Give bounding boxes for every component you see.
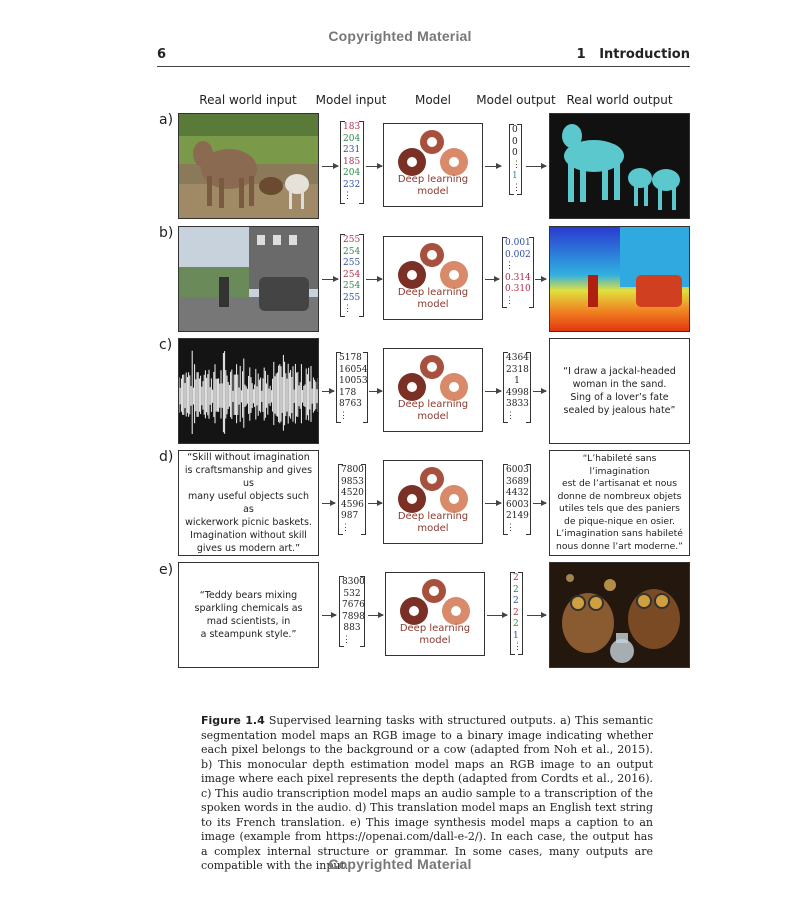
vec-value: 1 bbox=[514, 376, 520, 386]
text-line: many useful objects such as bbox=[187, 491, 310, 515]
arrow bbox=[322, 391, 334, 392]
vec-value: 987 bbox=[341, 511, 359, 521]
model-output-vector-e bbox=[510, 572, 523, 655]
text-line: “I draw a jackal-headed bbox=[563, 366, 676, 377]
vec-value: 9853 bbox=[341, 476, 364, 487]
row-label-b: b) bbox=[159, 225, 174, 241]
arrow bbox=[369, 391, 382, 392]
text-line: “Teddy bears mixing bbox=[199, 590, 298, 601]
header-rule bbox=[157, 66, 690, 67]
teddy-bears-image bbox=[549, 562, 690, 668]
model-label-line1: Deep learning bbox=[399, 623, 471, 634]
model-input-vector-a bbox=[340, 121, 364, 204]
text-line: mad scientists, in bbox=[206, 616, 291, 627]
vec-value: 231 bbox=[343, 145, 361, 155]
vec-ellipsis: ⋮ bbox=[343, 304, 352, 314]
vec-ellipsis: ⋮ bbox=[512, 159, 521, 170]
vec-value: 183 bbox=[343, 122, 361, 132]
arrow bbox=[533, 391, 546, 392]
text-line: “L’habileté sans l’imagination bbox=[582, 453, 657, 477]
street-photo bbox=[178, 226, 319, 332]
vec-value: 1 bbox=[513, 630, 519, 641]
text-line: utiles tels que des paniers bbox=[559, 503, 680, 514]
col-header-model-input: Model input bbox=[315, 93, 387, 107]
model-output-vector-c bbox=[503, 352, 531, 423]
vec-ellipsis: ⋮ bbox=[512, 182, 521, 193]
cow-segmentation-mask bbox=[549, 113, 690, 219]
text-line: L’imagination sans habileté bbox=[556, 528, 683, 539]
vec-value: 255 bbox=[343, 235, 361, 245]
watermark-bottom: Copyrighted Material bbox=[328, 856, 472, 872]
vec-value: 2 bbox=[513, 573, 519, 583]
vec-ellipsis: ⋮ bbox=[506, 410, 515, 421]
vec-value: 0.314 bbox=[505, 272, 531, 283]
arrow bbox=[485, 503, 501, 504]
vec-ellipsis: ⋮ bbox=[513, 642, 522, 652]
depth-map-image bbox=[549, 226, 690, 332]
arrow bbox=[535, 279, 546, 280]
arrow bbox=[485, 166, 501, 167]
watermark-top: Copyrighted Material bbox=[328, 28, 472, 44]
model-label-line2: model bbox=[417, 299, 449, 310]
vec-value: 0 bbox=[512, 148, 518, 158]
cow-photo bbox=[178, 113, 319, 219]
arrow bbox=[322, 279, 338, 280]
text-line: wickerwork picnic baskets. bbox=[185, 517, 312, 528]
section-title: 1 Introduction bbox=[576, 47, 690, 62]
vec-value: 2 bbox=[513, 619, 519, 629]
vec-value: 254 bbox=[343, 246, 361, 257]
vec-value: 2 bbox=[513, 584, 519, 595]
arrow bbox=[322, 615, 336, 616]
vec-value: 4520 bbox=[341, 488, 364, 498]
vec-value: 16054 bbox=[339, 364, 368, 375]
model-label-line2: model bbox=[419, 635, 451, 646]
col-header-real-input: Real world input bbox=[199, 93, 297, 107]
text-line: gives us modern art.” bbox=[196, 543, 301, 554]
vec-value: 8300 bbox=[342, 577, 365, 587]
vec-ellipsis: ⋮ bbox=[339, 410, 348, 421]
figure-label: Figure 1.4 bbox=[201, 714, 265, 727]
vec-ellipsis: ⋮ bbox=[505, 261, 514, 271]
arrow bbox=[366, 166, 382, 167]
model-label-line1: Deep learning bbox=[397, 511, 469, 522]
vec-value: 2149 bbox=[506, 511, 529, 521]
vec-value: 0.001 bbox=[505, 238, 531, 248]
vec-ellipsis: ⋮ bbox=[343, 191, 352, 201]
text-line: “Skill without imagination bbox=[187, 452, 310, 463]
arrow bbox=[322, 503, 335, 504]
row-label-d: d) bbox=[159, 449, 174, 465]
model-input-vector-e bbox=[339, 576, 365, 647]
vec-value: 0.002 bbox=[505, 249, 531, 260]
vec-value: 5178 bbox=[339, 353, 362, 363]
vec-value: 3689 bbox=[506, 476, 529, 487]
vec-ellipsis: ⋮ bbox=[505, 295, 514, 306]
vec-ellipsis: ⋮ bbox=[342, 634, 351, 645]
text-line: sparkling chemicals as bbox=[194, 603, 303, 614]
vec-value: 7898 bbox=[342, 611, 365, 622]
row-label-a: a) bbox=[159, 112, 174, 128]
caption-text: Supervised learning tasks with structured outputs. a) This semantic segmentation model maps an RGB image to a binary image indicating whether each pixel belongs to the background or a cow (adapted from Noh et al., 2015). b) This monocular depth estimation model maps an RGB image to an output image where each pixel represents the depth (adapted from Cordts et al., 2016). c) This audio transcription model maps an audio sample to a transcription of the spoken words in the audio. d) This translation model maps an English text string to its French translation. e) This image synthesis model maps a caption to an image (example from https://openai.com/dall-e-2/). In each case, the output has a complex internal structure or grammar. In some cases, many outputs are compatible with the input. bbox=[201, 714, 653, 872]
col-header-model-output: Model output bbox=[476, 93, 556, 107]
vec-value: 204 bbox=[343, 168, 361, 178]
deep-learning-model-box bbox=[383, 348, 483, 432]
vec-value: 2318 bbox=[506, 364, 529, 375]
text-line: donne de nombreux objets bbox=[557, 490, 682, 502]
text-line: a steampunk style.” bbox=[200, 629, 297, 640]
model-output-vector-d bbox=[503, 464, 531, 535]
vec-value: 204 bbox=[343, 133, 361, 144]
vec-ellipsis: ⋮ bbox=[341, 522, 350, 533]
vec-value: 0 bbox=[512, 125, 518, 135]
model-input-vector-d bbox=[338, 464, 366, 535]
caption-text-box bbox=[178, 562, 319, 668]
vec-value: 178 bbox=[339, 387, 357, 398]
model-label-line1: Deep learning bbox=[397, 287, 469, 298]
model-input-vector-b bbox=[340, 234, 364, 317]
vec-value: 0.310 bbox=[505, 284, 531, 294]
vec-value: 4432 bbox=[506, 488, 529, 498]
row-label-e: e) bbox=[159, 562, 174, 578]
vec-ellipsis: ⋮ bbox=[506, 522, 515, 533]
vec-value: 0 bbox=[512, 136, 518, 147]
model-label-line1: Deep learning bbox=[397, 399, 469, 410]
figure-caption bbox=[201, 714, 653, 874]
vec-value: 7800 bbox=[341, 465, 364, 475]
arrow bbox=[368, 503, 382, 504]
arrow bbox=[527, 615, 546, 616]
vec-value: 185 bbox=[343, 156, 361, 167]
text-line: sealed by jealous hate” bbox=[563, 405, 676, 416]
row-label-c: c) bbox=[159, 337, 173, 353]
vec-value: 232 bbox=[343, 179, 361, 190]
deep-learning-model-box bbox=[385, 572, 485, 656]
model-label-line2: model bbox=[417, 523, 449, 534]
vec-value: 4364 bbox=[506, 353, 529, 363]
vec-value: 4998 bbox=[506, 387, 529, 398]
vec-value: 2 bbox=[513, 607, 519, 618]
arrow bbox=[485, 391, 501, 392]
arrow bbox=[366, 279, 382, 280]
arrow bbox=[322, 166, 338, 167]
text-line: nous donne l’art moderne.” bbox=[556, 540, 683, 552]
vec-value: 10053 bbox=[339, 376, 368, 386]
vec-value: 6003 bbox=[506, 465, 529, 475]
vec-value: 254 bbox=[343, 269, 361, 280]
arrow bbox=[526, 166, 546, 167]
model-label-line2: model bbox=[417, 411, 449, 422]
vec-value: 3833 bbox=[506, 399, 529, 409]
col-header-real-output: Real world output bbox=[566, 93, 673, 107]
arrow bbox=[487, 615, 507, 616]
text-line: Sing of a lover’s fate bbox=[570, 392, 669, 403]
vec-value: 2 bbox=[513, 596, 519, 606]
vec-value: 532 bbox=[343, 588, 361, 599]
text-line: woman in the sand. bbox=[572, 379, 667, 390]
french-text-box bbox=[549, 450, 690, 556]
vec-value: 7676 bbox=[342, 600, 365, 610]
text-line: Imagination without skill bbox=[190, 530, 307, 541]
deep-learning-model-box bbox=[383, 460, 483, 544]
model-input-vector-c bbox=[336, 352, 368, 423]
model-label-line1: Deep learning bbox=[397, 174, 469, 185]
text-line: est de l’artisanat et nous bbox=[561, 478, 678, 489]
audio-waveform-image bbox=[178, 338, 319, 444]
deep-learning-model-box bbox=[383, 123, 483, 207]
model-output-vector-b bbox=[502, 237, 534, 308]
vec-value: 255 bbox=[343, 258, 361, 268]
col-header-model: Model bbox=[414, 93, 452, 107]
deep-learning-model-box bbox=[383, 236, 483, 320]
arrow bbox=[533, 503, 546, 504]
arrow bbox=[368, 615, 383, 616]
vec-value: 8763 bbox=[339, 399, 362, 409]
vec-value: 255 bbox=[343, 292, 361, 303]
english-text-box bbox=[178, 450, 319, 556]
transcription-text-box bbox=[549, 338, 690, 444]
vec-value: 1 bbox=[512, 171, 518, 181]
page-number: 6 bbox=[157, 47, 167, 62]
vec-value: 254 bbox=[343, 281, 361, 291]
text-line: is craftsmanship and gives us bbox=[184, 465, 313, 489]
arrow bbox=[485, 279, 499, 280]
text-line: de pique-nique en osier. bbox=[564, 515, 675, 527]
vec-value: 4596 bbox=[341, 499, 364, 510]
vec-value: 883 bbox=[343, 623, 361, 633]
model-output-vector-a bbox=[509, 124, 522, 195]
vec-value: 6003 bbox=[506, 499, 529, 510]
model-label-line2: model bbox=[417, 186, 449, 197]
